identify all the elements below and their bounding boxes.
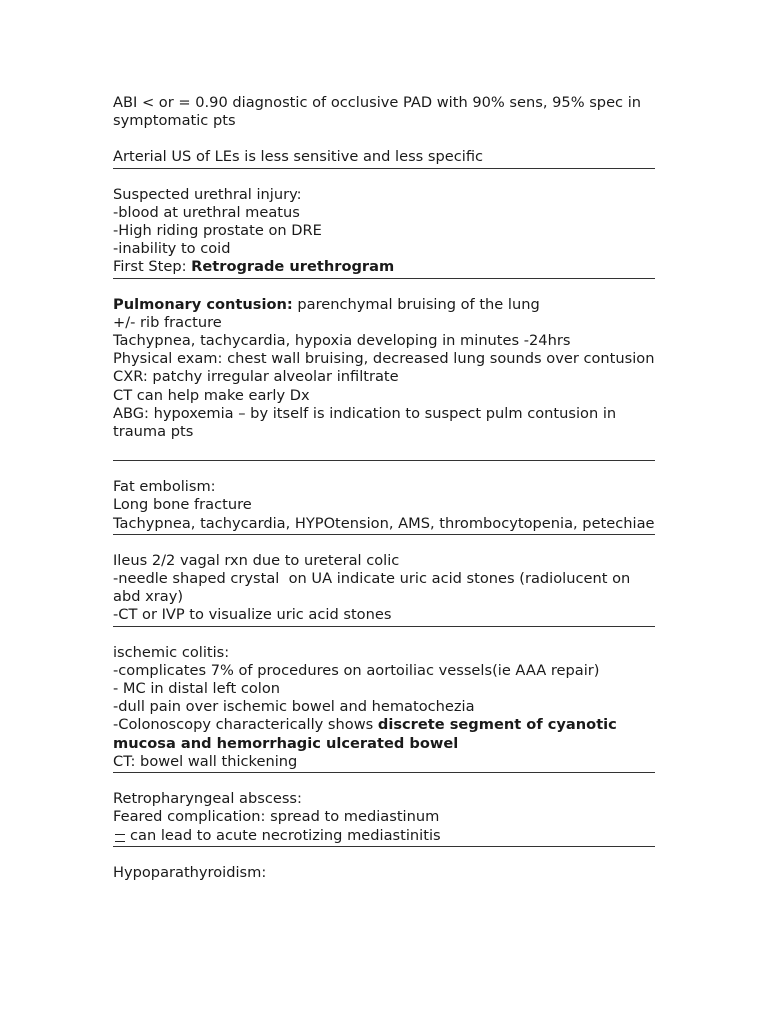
ileus-line: -CT or IVP to visualize uric acid stones	[113, 606, 392, 624]
ischemic-line: CT: bowel wall thickening	[113, 752, 298, 770]
urethral-item: -High riding prostate on DRE	[113, 222, 322, 240]
abi-diagnostic-line: ABI < or = 0.90 diagnostic of occlusive PAD with 90% sens, 95% spec in symptomatic pts	[113, 94, 646, 130]
pulmonary-line: +/- rib fracture	[113, 313, 222, 331]
first-step-value: Retrograde urethrogram	[191, 258, 395, 276]
ischemic-colitis-title: ischemic colitis:	[113, 643, 230, 661]
pulmonary-title: Pulmonary contusion:	[113, 295, 293, 313]
urethral-first-step	[113, 258, 655, 276]
ileus-line: -needle shaped crystal on UA indicate uric acid stones (radiolucent on abd xray)	[113, 570, 635, 606]
ischemic-line: - MC in distal left colon	[113, 680, 281, 698]
colonoscopy-finding: discrete segment of cyanotic mucosa and hemorrhagic ulcerated bowel	[113, 716, 622, 752]
fat-embolism-line: Tachypnea, tachycardia, HYPOtension, AMS, thrombocytopenia, petechiae	[113, 514, 655, 532]
ischemic-line: -complicates 7% of procedures on aortoiliac vessels(ie AAA repair)	[113, 661, 600, 679]
ischemic-colonoscopy-line	[113, 716, 655, 752]
retropharyngeal-arrow-line	[113, 827, 655, 845]
retropharyngeal-title: Retropharyngeal abscess:	[113, 790, 302, 808]
urethral-item: -blood at urethral meatus	[113, 203, 300, 221]
ischemic-line: -dull pain over ischemic bowel and hematochezia	[113, 698, 475, 716]
document-page	[113, 94, 655, 882]
urethral-title: Suspected urethral injury:	[113, 185, 302, 203]
pulmonary-title-line	[113, 296, 655, 314]
fat-embolism-title: Fat embolism:	[113, 478, 216, 496]
ileus-line: Ileus 2/2 vagal rxn due to ureteral colic	[113, 551, 400, 569]
first-step-label: First Step:	[113, 258, 192, 276]
colonoscopy-text: -Colonoscopy characterically shows	[113, 716, 378, 734]
implies-arrow-icon	[115, 834, 125, 842]
pulmonary-line: ABG: hypoxemia – by itself is indication to suspect pulm contusion in trauma pts	[113, 404, 621, 441]
fat-embolism-line: Long bone fracture	[113, 496, 252, 514]
retropharyngeal-line: Feared complication: spread to mediastinum	[113, 808, 440, 826]
hypoparathyroidism-title: Hypoparathyroidism:	[113, 863, 267, 881]
retropharyngeal-consequence: can lead to acute necrotizing mediastinitis	[130, 826, 441, 844]
pulmonary-line: CXR: patchy irregular alveolar infiltrate	[113, 368, 399, 386]
pulmonary-line: Tachypnea, tachycardia, hypoxia developing in minutes -24hrs	[113, 332, 571, 350]
arterial-us-line: Arterial US of LEs is less sensitive and less specific	[113, 148, 484, 166]
pulmonary-definition: parenchymal bruising of the lung	[292, 295, 540, 313]
pulmonary-line: CT can help make early Dx	[113, 386, 310, 404]
pulmonary-line: Physical exam: chest wall bruising, decreased lung sounds over contusion	[113, 350, 655, 368]
urethral-item: -inability to coid	[113, 240, 231, 258]
